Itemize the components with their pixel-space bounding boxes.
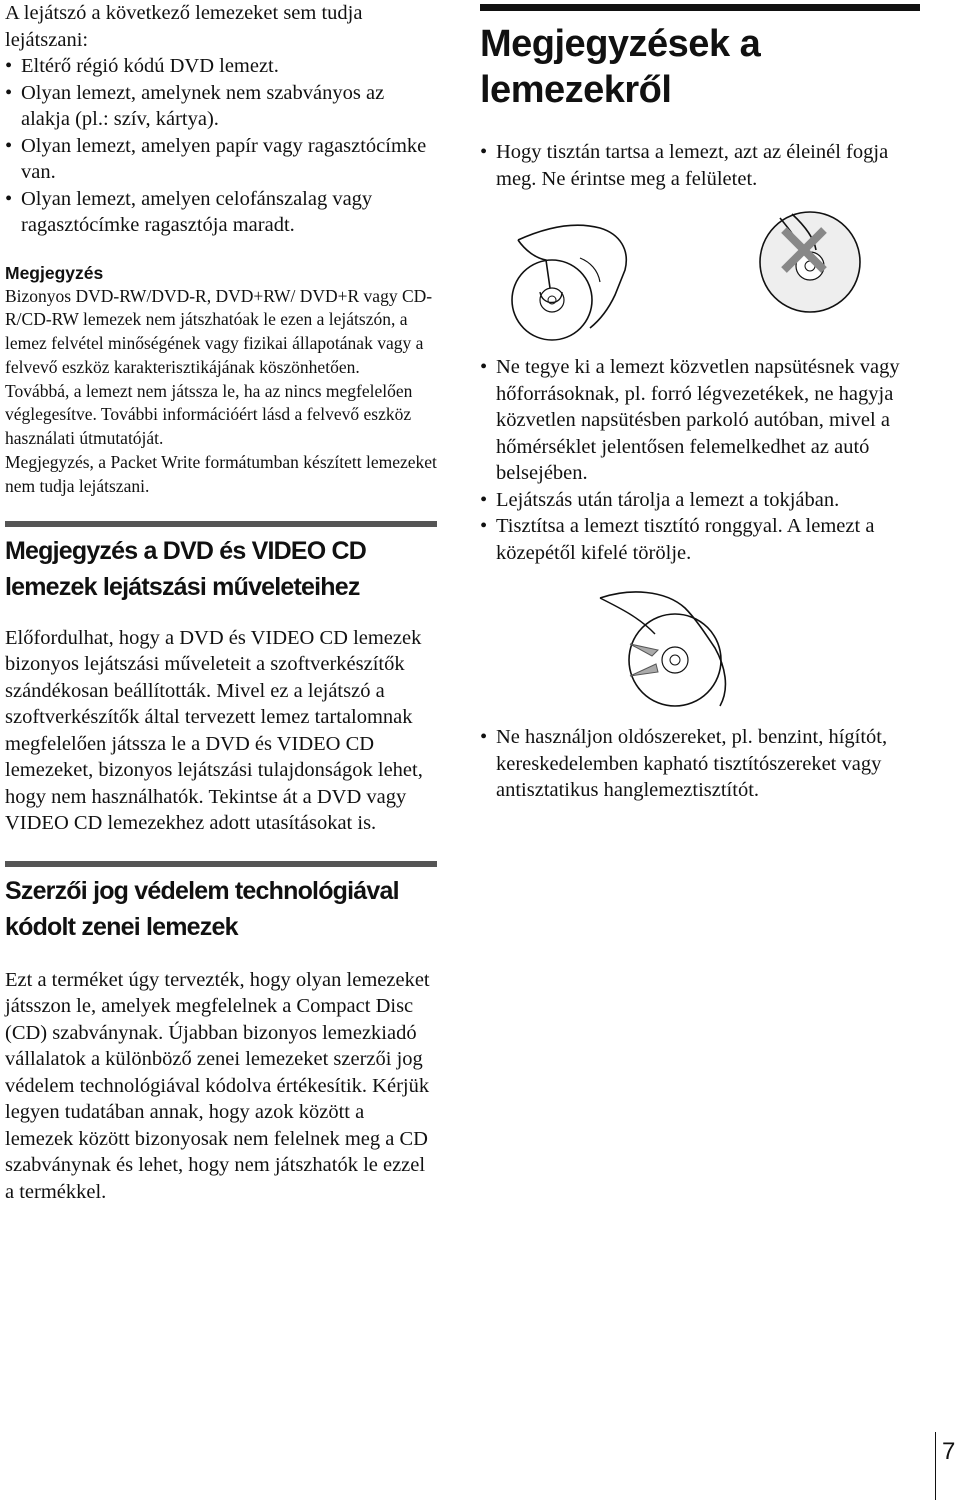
list-item: • Hogy tisztán tartsa a lemezt, azt az éleinél fogja meg. Ne érintse meg a felületet. — [480, 139, 920, 192]
note-body — [5, 285, 437, 499]
handling-list — [480, 139, 920, 192]
unplayable-intro: A lejátszó a következő lemezeket sem tudja lejátszani: — [5, 2, 363, 51]
copyright-section — [5, 861, 437, 1206]
copyright-section-body: Ezt a terméket úgy tervezték, hogy olyan lemezeket játsszon le, amelyek megfelelnek a Compact Disc (CD) szabványnak. Újabban bizonyos lemezkiadó vállalatok a különböző zenei lemezeket szerzői jog védelem technológiával kódolva értékesítik. Kérjük legyen tudatában annak, hogy azok között a lemezek között bizonyosak nem felelnek meg a CD szabványnak és lehet, hogy nem játszhatók le ezzel a termékkel. — [5, 968, 430, 1203]
list-item: • Ne használjon oldószereket, pl. benzint, hígítót, kereskedelemben kapható tisztítószereket vagy antisztatikus hanglemeztisztítót. — [480, 724, 920, 804]
title-rule — [480, 4, 920, 11]
correct-handling-drawing — [512, 225, 626, 340]
disc-cleaning-illustration — [480, 578, 920, 710]
unplayable-intro-block — [5, 0, 437, 239]
note-paragraph: Megjegyzés, a Packet Write formátumban készített lemezeket nem tudja lejátszani. — [5, 452, 437, 496]
page-number: 7 — [942, 1438, 956, 1465]
dvd-section-body: Előfordulhat, hogy a DVD és VIDEO CD lemezek bizonyos lejátszási műveleteit a szoftverkészítők szándékosan beállították. Mivel ez a lejátszó a szoftverkészítők által tervezett lemez tartalomnak megfelelően játssza le a DVD és VIDEO CD lemezeket, bizonyos lejátszási tulajdonságok lehet, hogy nem használhatók. Tekintse át a DVD vagy VIDEO CD lemezekhez adott utasításokat is. — [5, 626, 423, 835]
list-item: • Ne tegye ki a lemezt közvetlen napsütésnek vagy hőforrásoknak, pl. forró légvezetékek, ne hagyja közvetlen napsütésben parkoló autóban, mivel a hőmérséklet jelentősen felemelkedhet az autó belsejében. — [480, 354, 920, 487]
list-item: • Olyan lemezt, amelyen celofánszalag vagy ragasztócímke ragasztója maradt. — [5, 186, 437, 239]
handling-illustration — [480, 210, 920, 346]
note-block — [5, 261, 437, 499]
unplayable-list — [5, 53, 437, 239]
storage-list — [480, 354, 920, 566]
solvent-list — [480, 724, 920, 804]
dvd-section — [5, 521, 437, 837]
note-paragraph: Továbbá, a lemezt nem játssza le, ha az nincs megfelelően véglegesítve. További információért lásd a felvevő eszköz használati útmutatóját. — [5, 380, 413, 449]
list-item: • Eltérő régió kódú DVD lemezt. — [5, 53, 437, 80]
dvd-section-title: Megjegyzés a DVD és VIDEO CD lemezek lejátszási műveleteihez — [5, 536, 367, 601]
note-heading: Megjegyzés — [5, 262, 104, 283]
left-column — [5, 0, 437, 1205]
right-column — [480, 0, 920, 804]
cleaning-illustration — [480, 578, 920, 710]
list-item: • Lejátszás után tárolja a lemezt a tokjában. — [480, 487, 920, 514]
copyright-section-title: Szerzői jog védelem technológiával kódolt zenei lemezek — [5, 876, 399, 941]
incorrect-handling-drawing — [760, 212, 860, 312]
section-rule — [5, 521, 437, 527]
section-rule — [5, 861, 437, 867]
disc-handling-illustration — [480, 210, 920, 346]
page-number-rule — [935, 1432, 936, 1500]
list-item: • Tisztítsa a lemezt tisztító ronggyal. A lemezt a közepétől kifelé törölje. — [480, 513, 920, 566]
page-title: Megjegyzések a lemezekről — [480, 23, 761, 111]
note-paragraph: Bizonyos DVD-RW/DVD-R, DVD+RW/ DVD+R vagy CD-R/CD-RW lemezek nem játszhatóak le ezen a lejátszón, a lemez felvétel minőségének vagy fizikai állapotának vagy a felvevő eszköz karakterisztikájának köszönhetően. — [5, 285, 433, 377]
list-item: • Olyan lemezt, amelyen papír vagy ragasztócímke van. — [5, 133, 437, 186]
list-item: • Olyan lemezt, amelynek nem szabványos az alakja (pl.: szív, kártya). — [5, 80, 437, 133]
